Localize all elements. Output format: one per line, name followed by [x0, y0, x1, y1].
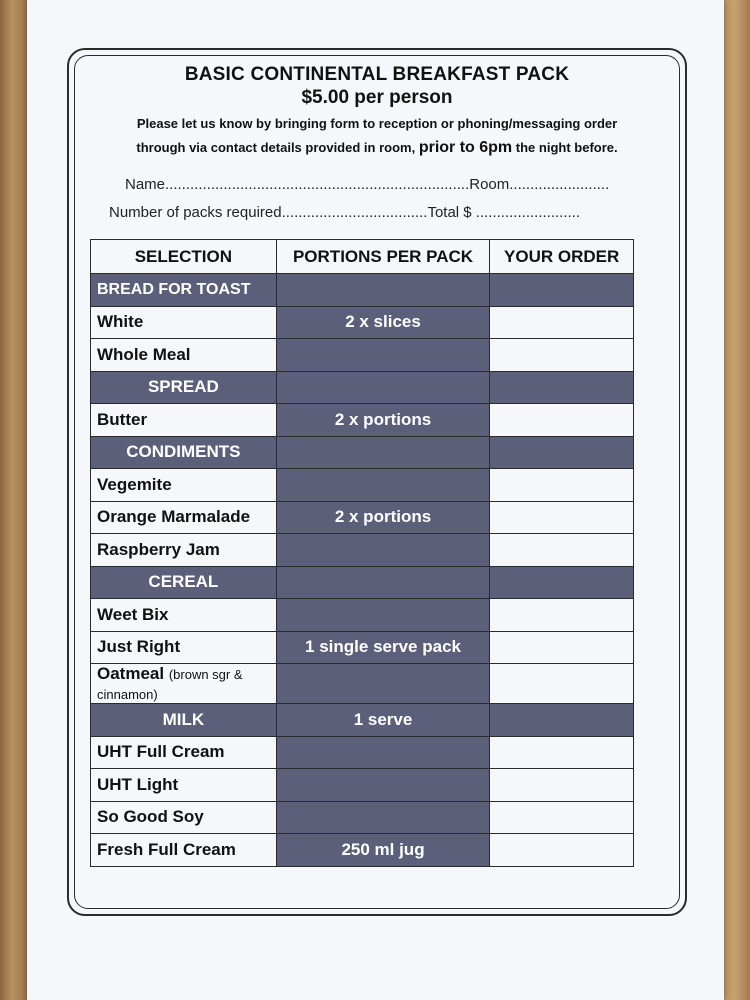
- table-row: [91, 436, 634, 469]
- header-selection: SELECTION: [91, 240, 277, 274]
- form-inner-border: [74, 55, 680, 909]
- header-portions: PORTIONS PER PACK: [276, 240, 490, 274]
- table-row: [91, 566, 634, 599]
- wood-background-right: [720, 0, 750, 1000]
- item-oatmeal-note: (brown sgr & cinnamon): [97, 667, 243, 702]
- table-row: [91, 599, 634, 632]
- table-row: [91, 339, 634, 372]
- order-cell: [490, 274, 634, 307]
- category-condiments: CONDIMENTS: [91, 436, 277, 469]
- order-input-whole-meal[interactable]: [490, 339, 634, 372]
- table-header-row: [91, 240, 634, 274]
- portion-cell: [276, 599, 490, 632]
- category-cereal: CEREAL: [91, 566, 277, 599]
- order-cell: [490, 371, 634, 404]
- portion-cell: 2 x portions: [276, 501, 490, 534]
- table-row: [91, 274, 634, 307]
- table-row: [91, 769, 634, 802]
- item-orange-marmalade: Orange Marmalade: [91, 501, 277, 534]
- order-input-vegemite[interactable]: [490, 469, 634, 502]
- order-input-fresh-full-cream[interactable]: [490, 834, 634, 867]
- portion-cell: 2 x slices: [276, 306, 490, 339]
- order-input-butter[interactable]: [490, 404, 634, 437]
- item-oatmeal-label: Oatmeal: [97, 664, 165, 683]
- table-row: [91, 534, 634, 567]
- order-input-orange-marmalade[interactable]: [490, 501, 634, 534]
- table-row: [91, 834, 634, 867]
- portion-cell: [276, 274, 490, 307]
- order-cell: [490, 704, 634, 737]
- table-row: [91, 404, 634, 437]
- item-weet-bix: Weet Bix: [91, 599, 277, 632]
- portion-cell: [276, 436, 490, 469]
- order-cell: [490, 566, 634, 599]
- item-white: White: [91, 306, 277, 339]
- form-border: [67, 48, 687, 916]
- order-input-so-good-soy[interactable]: [490, 801, 634, 834]
- table-row: [91, 371, 634, 404]
- item-so-good-soy: So Good Soy: [91, 801, 277, 834]
- name-room-field[interactable]: Name.........................................................................Room........................: [125, 176, 610, 193]
- category-spread: SPREAD: [91, 371, 277, 404]
- item-vegemite: Vegemite: [91, 469, 277, 502]
- portion-cell: [276, 469, 490, 502]
- form-title: BASIC CONTINENTAL BREAKFAST PACK: [184, 64, 570, 85]
- item-just-right: Just Right: [91, 631, 277, 664]
- table-row: [91, 631, 634, 664]
- form-price: $5.00 per person: [301, 87, 453, 108]
- portion-cell: [276, 566, 490, 599]
- portion-cell: [276, 769, 490, 802]
- table-row: [91, 736, 634, 769]
- portion-cell: 1 serve: [276, 704, 490, 737]
- order-input-uht-light[interactable]: [490, 769, 634, 802]
- form-header: [75, 64, 679, 157]
- table-row: [91, 801, 634, 834]
- table-row: [91, 306, 634, 339]
- order-form-paper: [27, 0, 724, 1000]
- table-row: [91, 664, 634, 704]
- instruction-deadline: prior to 6pm: [418, 139, 513, 156]
- instruction-line-2-a: through via contact details provided in room,: [136, 140, 416, 155]
- item-uht-light: UHT Light: [91, 769, 277, 802]
- portion-cell: [276, 371, 490, 404]
- item-uht-full-cream: UHT Full Cream: [91, 736, 277, 769]
- portion-cell: 2 x portions: [276, 404, 490, 437]
- packs-total-field[interactable]: Number of packs required...................................Total $ .........................: [109, 204, 580, 221]
- portion-cell: [276, 339, 490, 372]
- order-input-oatmeal[interactable]: [490, 664, 634, 704]
- item-fresh-full-cream: Fresh Full Cream: [91, 834, 277, 867]
- portion-cell: [276, 664, 490, 704]
- portion-cell: [276, 534, 490, 567]
- portion-cell: 1 single serve pack: [276, 631, 490, 664]
- instruction-line-1: Please let us know by bringing form to reception or phoning/messaging order: [136, 116, 618, 131]
- order-input-just-right[interactable]: [490, 631, 634, 664]
- selection-table: [90, 239, 634, 867]
- category-milk: MILK: [91, 704, 277, 737]
- header-your-order: YOUR ORDER: [490, 240, 634, 274]
- table-row: [91, 501, 634, 534]
- item-oatmeal: [91, 664, 277, 704]
- order-cell: [490, 436, 634, 469]
- instruction-line-2: [75, 139, 679, 157]
- portion-cell: [276, 736, 490, 769]
- order-input-uht-full-cream[interactable]: [490, 736, 634, 769]
- item-butter: Butter: [91, 404, 277, 437]
- item-whole-meal: Whole Meal: [91, 339, 277, 372]
- instruction-line-2-c: the night before.: [515, 140, 618, 155]
- category-bread: BREAD FOR TOAST: [91, 274, 277, 307]
- order-input-raspberry-jam[interactable]: [490, 534, 634, 567]
- table-row: [91, 704, 634, 737]
- table-row: [91, 469, 634, 502]
- portion-cell: 250 ml jug: [276, 834, 490, 867]
- order-input-white[interactable]: [490, 306, 634, 339]
- portion-cell: [276, 801, 490, 834]
- order-input-weet-bix[interactable]: [490, 599, 634, 632]
- item-raspberry-jam: Raspberry Jam: [91, 534, 277, 567]
